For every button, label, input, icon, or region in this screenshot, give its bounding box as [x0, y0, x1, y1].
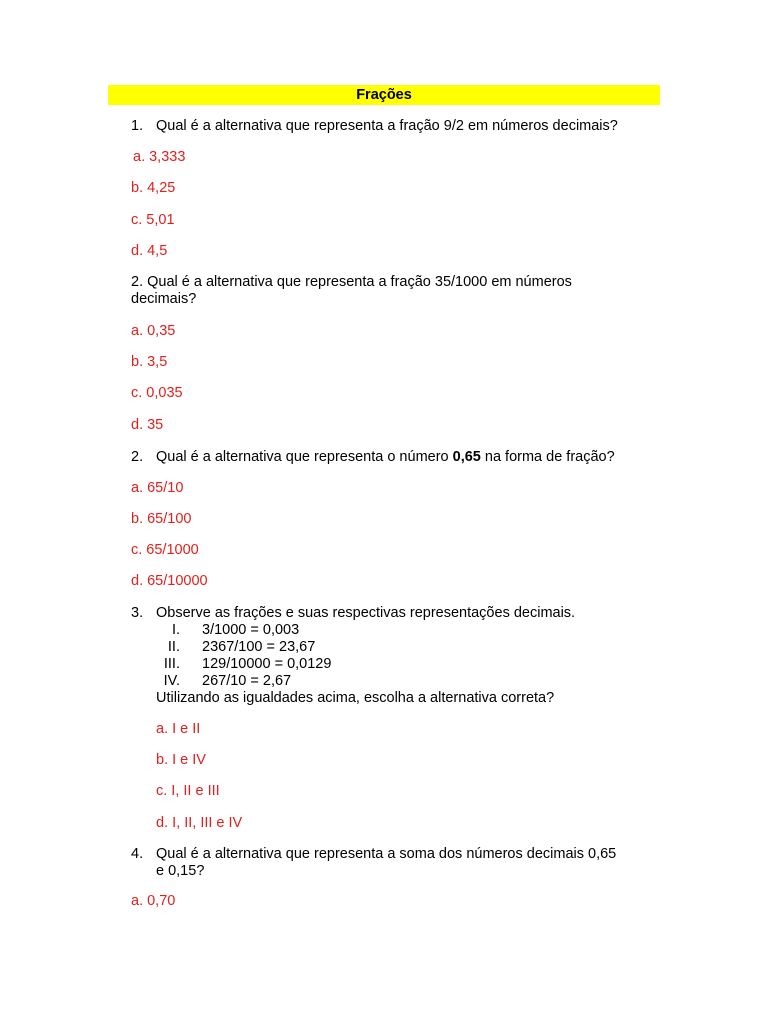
question-5-text-line2: e 0,15? — [156, 863, 205, 879]
question-1-option-c: c. 5,01 — [131, 212, 175, 228]
question-3-number: 2. — [131, 449, 144, 465]
roman-numeral-1: I. — [171, 622, 180, 638]
equality-4: 267/10 = 2,67 — [202, 673, 292, 689]
question-4-option-a: a. I e II — [156, 721, 201, 737]
question-1-option-d: d. 4,5 — [131, 243, 168, 259]
question-1-option-a: a. 3,333 — [133, 149, 186, 165]
equality-3: 129/10000 = 0,0129 — [202, 656, 332, 672]
question-3-text-after: na forma de fração? — [480, 449, 615, 465]
question-2-option-a: a. 0,35 — [131, 323, 176, 339]
question-4-text: Observe as frações e suas respectivas representações decimais. — [156, 605, 576, 621]
question-4-option-b: b. I e IV — [156, 752, 206, 768]
question-2-text-line1: 2. Qual é a alternativa que representa a fração 35/1000 em números — [131, 274, 572, 290]
equality-2: 2367/100 = 23,67 — [202, 639, 316, 655]
question-5-option-a: a. 0,70 — [131, 893, 176, 909]
question-3-text-bold: 0,65 — [452, 449, 481, 465]
question-4-number: 3. — [131, 605, 144, 621]
question-3-option-b: b. 65/100 — [131, 511, 192, 527]
equality-1: 3/1000 = 0,003 — [202, 622, 300, 638]
question-3-option-a: a. 65/10 — [131, 480, 184, 496]
question-3-option-d: d. 65/10000 — [131, 573, 208, 589]
roman-numeral-2: II. — [167, 639, 180, 655]
roman-numeral-3: III. — [163, 656, 180, 672]
question-4-prompt: Utilizando as igualdades acima, escolha a alternativa correta? — [156, 690, 555, 706]
question-1-option-b: b. 4,25 — [131, 180, 176, 196]
roman-numeral-4: IV. — [163, 673, 180, 689]
question-1-number: 1. — [131, 118, 144, 134]
question-4-option-c: c. I, II e III — [156, 783, 220, 799]
question-2-option-b: b. 3,5 — [131, 354, 168, 370]
question-3-text-before: Qual é a alternativa que representa o número — [156, 449, 453, 465]
question-5-text-line1: Qual é a alternativa que representa a soma dos números decimais 0,65 — [156, 846, 617, 862]
question-2-text-line2: decimais? — [131, 291, 197, 307]
page-title: Frações — [108, 85, 660, 105]
question-1-text: Qual é a alternativa que representa a fração 9/2 em números decimais? — [156, 118, 618, 134]
question-3-text — [156, 448, 615, 466]
question-3-option-c: c. 65/1000 — [131, 542, 199, 558]
question-5-number: 4. — [131, 846, 144, 862]
question-2-option-d: d. 35 — [131, 417, 164, 433]
question-4-option-d: d. I, II, III e IV — [156, 815, 243, 831]
question-2-option-c: c. 0,035 — [131, 385, 183, 401]
